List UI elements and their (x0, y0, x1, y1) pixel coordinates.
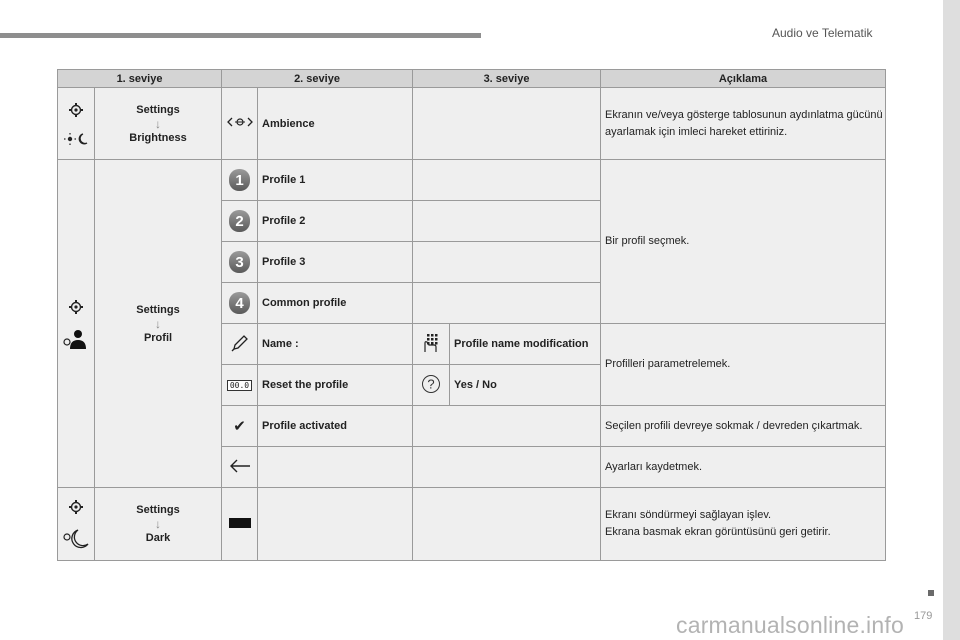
page-marker (928, 590, 934, 596)
save-settings-description: Ayarları kaydetmek. (601, 447, 886, 488)
table-row-profile-1 (58, 160, 886, 201)
table-header-row (58, 70, 886, 88)
watermark: carmanualsonline.info (676, 612, 904, 638)
help-icon-cell (413, 365, 450, 406)
dark-icons-cell (58, 488, 95, 561)
ambience-label[interactable]: Ambience (258, 88, 413, 160)
screen-off-icon-cell (222, 488, 258, 561)
brightness-icons-cell (58, 88, 95, 160)
lcd-display-icon: 00.0 (227, 380, 252, 391)
save-level3-empty (413, 447, 601, 488)
yes-no-label[interactable]: Yes / No (450, 365, 601, 406)
ambience-icon (227, 116, 253, 128)
check-icon: ✔ (233, 418, 246, 435)
down-arrow-icon: ↓ (155, 517, 161, 531)
profile-activated-label[interactable]: Profile activated (258, 406, 413, 447)
profile-activated-level3-empty (413, 406, 601, 447)
profile-2-badge-cell (222, 201, 258, 242)
number-1-badge: 1 (229, 169, 250, 191)
common-profile-level3-empty (413, 283, 601, 324)
settings-label: Settings (136, 303, 180, 316)
gear-icon (68, 299, 84, 315)
profile-1-label[interactable]: Profile 1 (258, 160, 413, 201)
number-2-badge: 2 (229, 210, 250, 232)
gear-icon (68, 102, 84, 118)
profile-1-level3-empty (413, 160, 601, 201)
svg-text:?: ? (427, 376, 435, 391)
dark-level2-empty (258, 488, 413, 561)
settings-label: Settings (136, 504, 180, 516)
profile-select-description: Bir profil seçmek. (601, 160, 886, 324)
profile-1-badge-cell (222, 160, 258, 201)
common-profile-badge-cell (222, 283, 258, 324)
profil-icons-cell (58, 160, 95, 488)
settings-label: Settings (136, 103, 180, 116)
down-arrow-icon: ↓ (155, 316, 161, 331)
table-row-dark (58, 488, 886, 561)
keypad-icon-cell (413, 324, 450, 365)
person-icon (63, 329, 89, 349)
gear-icon (68, 499, 84, 515)
profile-2-level3-empty (413, 201, 601, 242)
keypad-icon (421, 333, 441, 353)
profil-label: Profil (143, 331, 173, 344)
profile-3-level3-empty (413, 242, 601, 283)
header-level2: 2. seviye (222, 70, 413, 88)
down-arrow-icon: ↓ (155, 116, 161, 131)
profil-settings-cell (95, 160, 222, 488)
help-icon (421, 374, 441, 394)
header-level3: 3. seviye (413, 70, 601, 88)
profile-activated-description: Seçilen profili devreye sokmak / devreden çıkartmak. (601, 406, 886, 447)
settings-table (57, 69, 886, 561)
common-profile-label[interactable]: Common profile (258, 283, 413, 324)
moon-icon (63, 529, 89, 549)
screen-off-icon (229, 518, 251, 528)
save-level2-empty (258, 447, 413, 488)
number-3-badge: 3 (229, 251, 250, 273)
check-icon-cell (222, 406, 258, 447)
page-header-title: Audio ve Telematik (772, 26, 873, 40)
profile-name-modification[interactable]: Profile name modification (450, 324, 601, 365)
header-level1: 1. seviye (58, 70, 222, 88)
back-arrow-icon (229, 458, 251, 474)
brightness-settings-cell (95, 88, 222, 160)
header-description: Açıklama (601, 70, 886, 88)
dark-description-line-1: Ekranı söndürmeyi sağlayan işlev. (605, 509, 772, 521)
profile-3-label[interactable]: Profile 3 (258, 242, 413, 283)
brightness-level3-empty (413, 88, 601, 160)
page-number: 179 (914, 610, 933, 622)
pencil-icon (231, 334, 249, 352)
dark-label: Dark (145, 532, 171, 544)
dark-description-line-2: Ekrana basmak ekran görüntüsünü geri getirir. (605, 526, 831, 538)
dark-settings-cell (95, 488, 222, 561)
number-4-badge: 4 (229, 292, 250, 314)
dark-level3-empty (413, 488, 601, 561)
brightness-icon (64, 132, 88, 146)
profile-parameters-description: Profilleri parametrelemek. (601, 324, 886, 406)
ambience-icon-cell (222, 88, 258, 160)
side-bar (943, 0, 960, 640)
pencil-icon-cell (222, 324, 258, 365)
profile-3-badge-cell (222, 242, 258, 283)
header-rule (0, 33, 481, 38)
table-row-brightness (58, 88, 886, 160)
brightness-label: Brightness (129, 131, 187, 144)
lcd-icon-cell (222, 365, 258, 406)
profile-2-label[interactable]: Profile 2 (258, 201, 413, 242)
back-arrow-icon-cell (222, 447, 258, 488)
name-label[interactable]: Name : (258, 324, 413, 365)
dark-description (601, 488, 886, 561)
brightness-description: Ekranın ve/veya gösterge tablosunun aydınlatma gücünü ayarlamak için imleci hareket ettiriniz. (601, 88, 886, 160)
reset-profile-label[interactable]: Reset the profile (258, 365, 413, 406)
